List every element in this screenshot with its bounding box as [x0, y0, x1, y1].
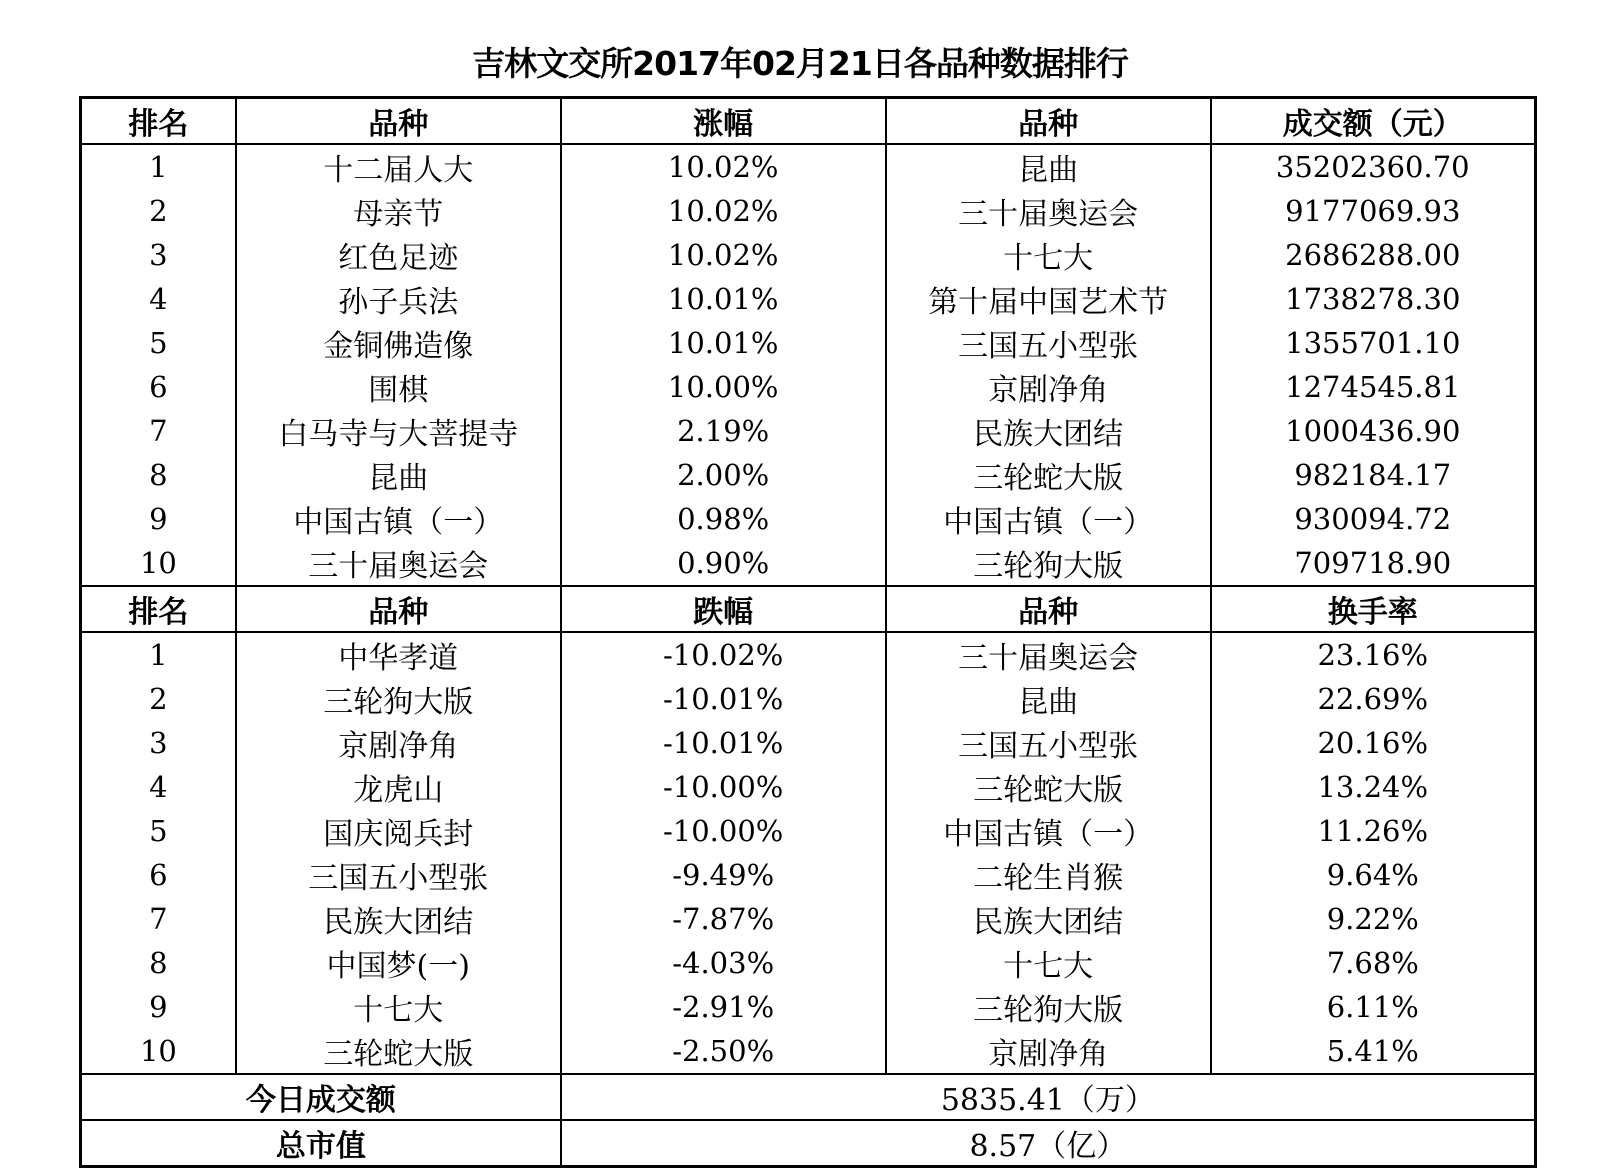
variety-name-cell: 十七大 — [886, 941, 1211, 985]
summary-label: 总市值 — [81, 1120, 561, 1167]
change-percent-cell: -2.91% — [561, 985, 886, 1029]
rank-cell: 7 — [81, 897, 236, 941]
summary-value: 5835.41（万） — [561, 1074, 1536, 1120]
change-percent-cell: -9.49% — [561, 853, 886, 897]
change-percent-cell: 10.01% — [561, 277, 886, 321]
metric-value-cell: 7.68% — [1211, 941, 1536, 985]
table-row — [81, 321, 1536, 365]
rank-cell: 3 — [81, 233, 236, 277]
table-row — [81, 632, 1536, 677]
column-header-turnover-rate: 换手率 — [1211, 586, 1536, 632]
variety-name-cell: 京剧净角 — [886, 1029, 1211, 1074]
change-percent-cell: 10.00% — [561, 365, 886, 409]
variety-name-cell: 三轮狗大版 — [886, 541, 1211, 586]
rank-cell: 1 — [81, 632, 236, 677]
variety-name-cell: 三十届奥运会 — [886, 632, 1211, 677]
change-percent-cell: 0.98% — [561, 497, 886, 541]
table-row — [81, 765, 1536, 809]
summary-value: 8.57（亿） — [561, 1120, 1536, 1167]
change-percent-cell: -10.02% — [561, 632, 886, 677]
table-row — [81, 453, 1536, 497]
change-percent-cell: -10.01% — [561, 677, 886, 721]
variety-name-cell: 母亲节 — [236, 189, 561, 233]
summary-row — [81, 1120, 1536, 1167]
variety-name-cell: 中国古镇（一） — [886, 497, 1211, 541]
rank-cell: 3 — [81, 721, 236, 765]
variety-name-cell: 京剧净角 — [236, 721, 561, 765]
variety-name-cell: 龙虎山 — [236, 765, 561, 809]
variety-name-cell: 三轮蛇大版 — [236, 1029, 561, 1074]
metric-value-cell: 709718.90 — [1211, 541, 1536, 586]
column-header-rank: 排名 — [81, 98, 236, 145]
rank-cell: 6 — [81, 365, 236, 409]
change-percent-cell: 10.01% — [561, 321, 886, 365]
table-row — [81, 721, 1536, 765]
rank-cell: 4 — [81, 277, 236, 321]
gain-section-header-row — [81, 98, 1536, 145]
page-title: 吉林文交所2017年02月21日各品种数据排行 — [472, 44, 1128, 83]
metric-value-cell: 9177069.93 — [1211, 189, 1536, 233]
column-header-variety: 品种 — [236, 586, 561, 632]
column-header-gain: 涨幅 — [561, 98, 886, 145]
change-percent-cell: 0.90% — [561, 541, 886, 586]
table-row — [81, 144, 1536, 189]
metric-value-cell: 22.69% — [1211, 677, 1536, 721]
metric-value-cell: 11.26% — [1211, 809, 1536, 853]
variety-name-cell: 中国古镇（一） — [886, 809, 1211, 853]
rank-cell: 5 — [81, 809, 236, 853]
metric-value-cell: 20.16% — [1211, 721, 1536, 765]
variety-name-cell: 金铜佛造像 — [236, 321, 561, 365]
change-percent-cell: -4.03% — [561, 941, 886, 985]
variety-name-cell: 红色足迹 — [236, 233, 561, 277]
table-row — [81, 809, 1536, 853]
change-percent-cell: -7.87% — [561, 897, 886, 941]
metric-value-cell: 13.24% — [1211, 765, 1536, 809]
summary-row — [81, 1074, 1536, 1120]
table-row — [81, 409, 1536, 453]
variety-name-cell: 白马寺与大菩提寺 — [236, 409, 561, 453]
rank-cell: 10 — [81, 541, 236, 586]
change-percent-cell: -2.50% — [561, 1029, 886, 1074]
table-row — [81, 189, 1536, 233]
summary-label: 今日成交额 — [81, 1074, 561, 1120]
rank-cell: 2 — [81, 677, 236, 721]
metric-value-cell: 9.22% — [1211, 897, 1536, 941]
variety-name-cell: 昆曲 — [886, 677, 1211, 721]
metric-value-cell: 930094.72 — [1211, 497, 1536, 541]
variety-name-cell: 十七大 — [886, 233, 1211, 277]
column-header-variety: 品种 — [886, 98, 1211, 145]
table-row — [81, 941, 1536, 985]
table-row — [81, 1029, 1536, 1074]
variety-name-cell: 中国梦(一) — [236, 941, 561, 985]
change-percent-cell: -10.01% — [561, 721, 886, 765]
rank-cell: 8 — [81, 941, 236, 985]
metric-value-cell: 9.64% — [1211, 853, 1536, 897]
metric-value-cell: 6.11% — [1211, 985, 1536, 1029]
variety-name-cell: 三国五小型张 — [886, 321, 1211, 365]
metric-value-cell: 2686288.00 — [1211, 233, 1536, 277]
rank-cell: 7 — [81, 409, 236, 453]
table-row — [81, 897, 1536, 941]
column-header-variety: 品种 — [236, 98, 561, 145]
column-header-rank: 排名 — [81, 586, 236, 632]
change-percent-cell: 10.02% — [561, 189, 886, 233]
rank-cell: 10 — [81, 1029, 236, 1074]
variety-name-cell: 第十届中国艺术节 — [886, 277, 1211, 321]
rank-cell: 9 — [81, 985, 236, 1029]
table-row — [81, 365, 1536, 409]
table-row — [81, 233, 1536, 277]
change-percent-cell: 10.02% — [561, 144, 886, 189]
rank-cell: 5 — [81, 321, 236, 365]
variety-name-cell: 三轮狗大版 — [886, 985, 1211, 1029]
variety-name-cell: 二轮生肖猴 — [886, 853, 1211, 897]
variety-name-cell: 民族大团结 — [886, 897, 1211, 941]
variety-name-cell: 围棋 — [236, 365, 561, 409]
metric-value-cell: 1274545.81 — [1211, 365, 1536, 409]
variety-name-cell: 三轮蛇大版 — [886, 453, 1211, 497]
rank-cell: 6 — [81, 853, 236, 897]
table-row — [81, 677, 1536, 721]
metric-value-cell: 35202360.70 — [1211, 144, 1536, 189]
variety-name-cell: 民族大团结 — [886, 409, 1211, 453]
variety-name-cell: 十二届人大 — [236, 144, 561, 189]
variety-name-cell: 三轮狗大版 — [236, 677, 561, 721]
rank-cell: 4 — [81, 765, 236, 809]
metric-value-cell: 23.16% — [1211, 632, 1536, 677]
change-percent-cell: -10.00% — [561, 765, 886, 809]
metric-value-cell: 1355701.10 — [1211, 321, 1536, 365]
variety-name-cell: 中华孝道 — [236, 632, 561, 677]
metric-value-cell: 5.41% — [1211, 1029, 1536, 1074]
variety-name-cell: 三轮蛇大版 — [886, 765, 1211, 809]
ranking-table — [79, 96, 1537, 1168]
change-percent-cell: 2.19% — [561, 409, 886, 453]
variety-name-cell: 国庆阅兵封 — [236, 809, 561, 853]
variety-name-cell: 三国五小型张 — [886, 721, 1211, 765]
variety-name-cell: 昆曲 — [236, 453, 561, 497]
rank-cell: 9 — [81, 497, 236, 541]
loss-section-header-row — [81, 586, 1536, 632]
column-header-variety: 品种 — [886, 586, 1211, 632]
change-percent-cell: 2.00% — [561, 453, 886, 497]
metric-value-cell: 1738278.30 — [1211, 277, 1536, 321]
metric-value-cell: 1000436.90 — [1211, 409, 1536, 453]
rank-cell: 1 — [81, 144, 236, 189]
variety-name-cell: 三十届奥运会 — [886, 189, 1211, 233]
variety-name-cell: 民族大团结 — [236, 897, 561, 941]
metric-value-cell: 982184.17 — [1211, 453, 1536, 497]
variety-name-cell: 昆曲 — [886, 144, 1211, 189]
rank-cell: 8 — [81, 453, 236, 497]
variety-name-cell: 十七大 — [236, 985, 561, 1029]
variety-name-cell: 孙子兵法 — [236, 277, 561, 321]
table-row — [81, 985, 1536, 1029]
change-percent-cell: -10.00% — [561, 809, 886, 853]
rank-cell: 2 — [81, 189, 236, 233]
variety-name-cell: 三国五小型张 — [236, 853, 561, 897]
column-header-loss: 跌幅 — [561, 586, 886, 632]
table-row — [81, 277, 1536, 321]
variety-name-cell: 京剧净角 — [886, 365, 1211, 409]
table-row — [81, 497, 1536, 541]
change-percent-cell: 10.02% — [561, 233, 886, 277]
table-row — [81, 541, 1536, 586]
column-header-turnover-amount: 成交额（元） — [1211, 98, 1536, 145]
variety-name-cell: 三十届奥运会 — [236, 541, 561, 586]
variety-name-cell: 中国古镇（一） — [236, 497, 561, 541]
table-row — [81, 853, 1536, 897]
